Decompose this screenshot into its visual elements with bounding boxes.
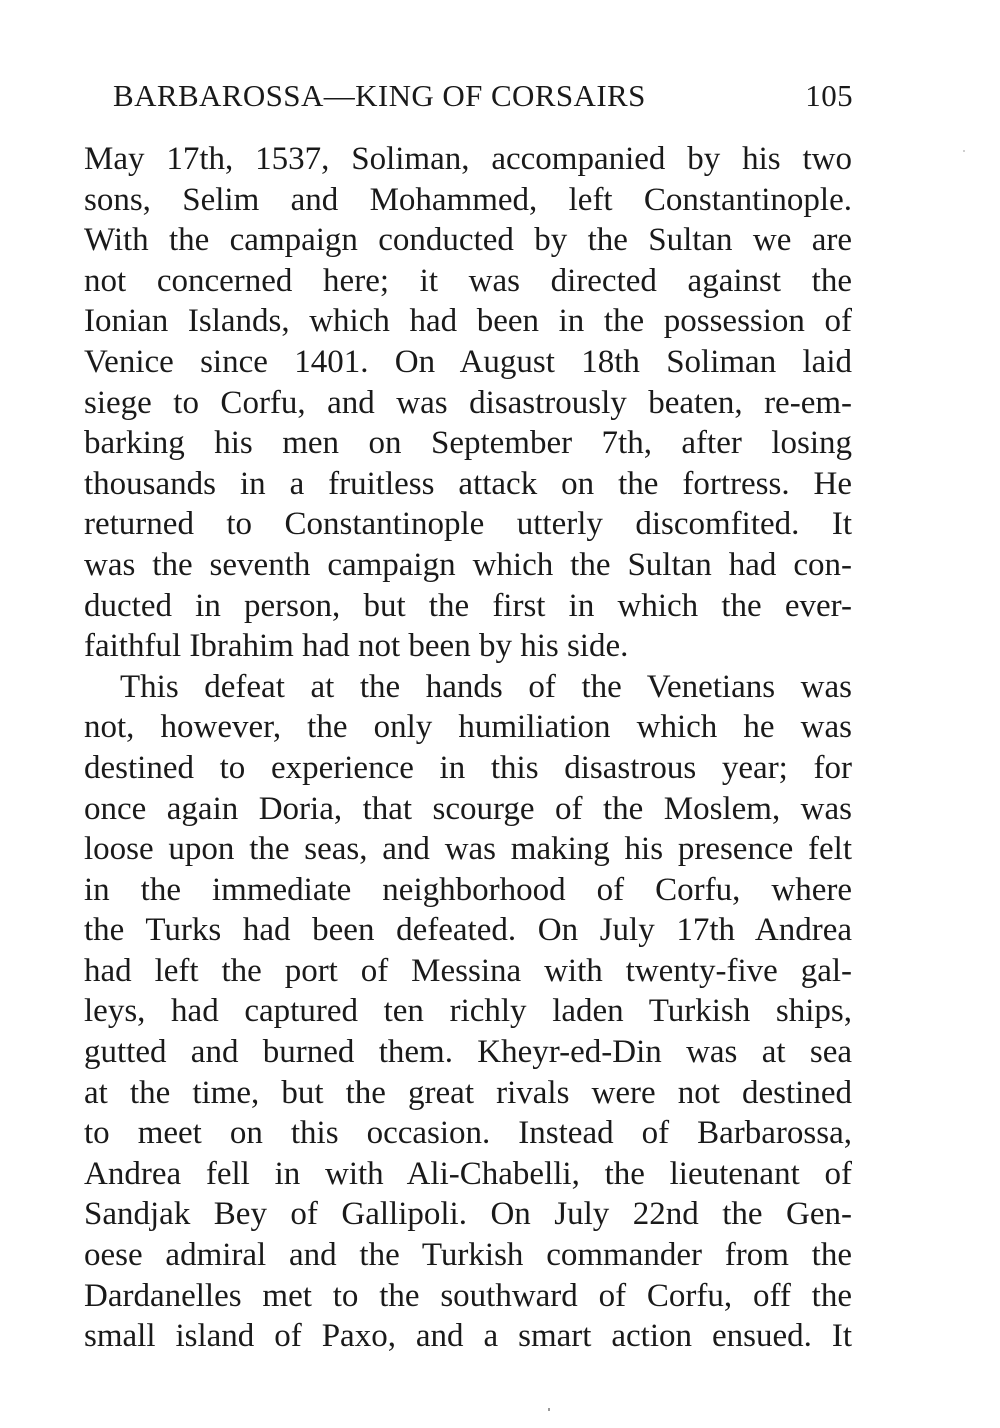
footer-speck <box>548 1408 550 1411</box>
page-number: 105 <box>805 78 853 113</box>
margin-speck <box>963 150 965 152</box>
text-line: not concerned here; it was directed against the <box>84 262 852 299</box>
text-line: thousands in a fruitless attack on the fortress. He <box>84 465 852 502</box>
paragraph <box>84 139 852 667</box>
text-line: With the campaign conducted by the Sultan we are <box>84 222 852 259</box>
text-line: faithful Ibrahim had not been by his side. <box>84 628 629 665</box>
text-line: siege to Corfu, and was disastrously beaten, re-em- <box>84 384 852 421</box>
text-line: Andrea fell in with Ali-Chabelli, the lieutenant of <box>84 1155 852 1192</box>
text-line: at the time, but the great rivals were not destined <box>84 1074 852 1111</box>
text-line: barking his men on September 7th, after losing <box>84 425 852 462</box>
text-line: Sandjak Bey of Gallipoli. On July 22nd the Gen- <box>84 1196 852 1233</box>
text-line: not, however, the only humiliation which he was <box>84 709 852 746</box>
text-line: in the immediate neighborhood of Corfu, where <box>84 871 852 908</box>
text-line: to meet on this occasion. Instead of Barbarossa, <box>84 1115 852 1152</box>
text-line: leys, had captured ten richly laden Turkish ships, <box>84 993 852 1030</box>
running-title: BARBAROSSA—KING OF CORSAIRS <box>113 78 646 113</box>
text-line: small island of Paxo, and a smart action ensued. It <box>84 1318 852 1355</box>
text-line: was the seventh campaign which the Sultan had con- <box>84 546 852 583</box>
text-line: the Turks had been defeated. On July 17th Andrea <box>84 912 852 949</box>
text-line: gutted and burned them. Kheyr-ed-Din was at sea <box>84 1034 852 1071</box>
text-line: Venice since 1401. On August 18th Soliman laid <box>84 343 852 380</box>
text-line: returned to Constantinople utterly discomfited. It <box>84 506 852 543</box>
text-line: Ionian Islands, which had been in the possession of <box>84 303 852 340</box>
text-line: had left the port of Messina with twenty-five gal- <box>84 952 852 989</box>
text-line: destined to experience in this disastrous year; for <box>84 749 852 786</box>
text-line: sons, Selim and Mohammed, left Constantinople. <box>84 181 852 218</box>
text-line: ducted in person, but the first in which the ever- <box>84 587 852 624</box>
text-line: loose upon the seas, and was making his presence felt <box>84 831 852 868</box>
text-line: once again Doria, that scourge of the Moslem, was <box>84 790 852 827</box>
text-line: This defeat at the hands of the Venetians was <box>120 668 852 705</box>
running-head <box>113 72 853 120</box>
text-line: Dardanelles met to the southward of Corfu, off the <box>84 1277 852 1314</box>
body-text <box>84 139 852 1357</box>
paragraph <box>84 667 852 1357</box>
text-line: May 17th, 1537, Soliman, accompanied by his two <box>84 141 852 177</box>
text-line: oese admiral and the Turkish commander from the <box>84 1237 852 1274</box>
